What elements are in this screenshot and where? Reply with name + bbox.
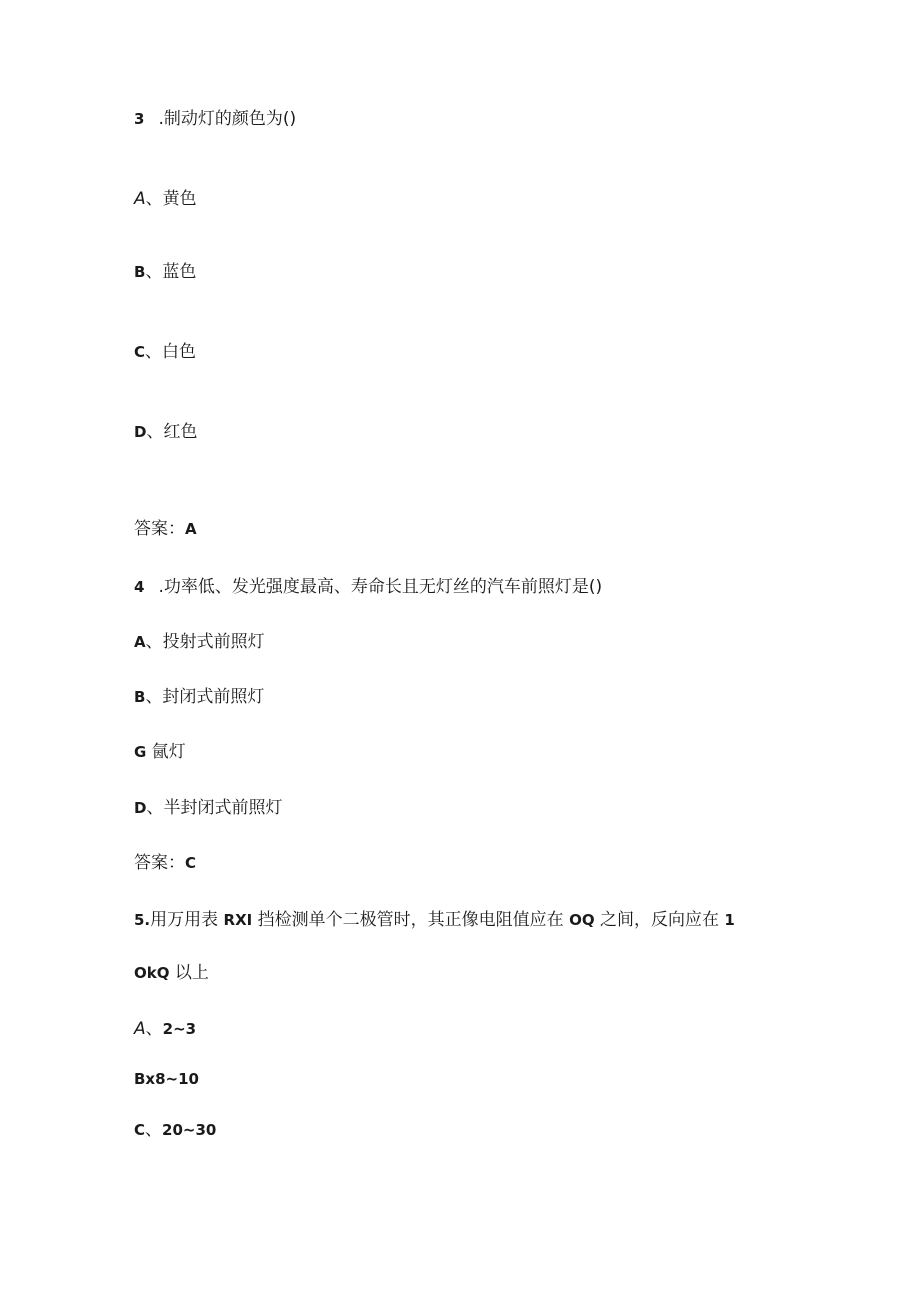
question-3-stem <box>134 108 296 130</box>
option-letter: C <box>134 343 146 361</box>
question-5-stem-line2 <box>134 962 209 984</box>
q5-option-b <box>134 1068 199 1090</box>
option-letter: B <box>134 688 146 706</box>
option-text: 、封闭式前照灯 <box>145 687 265 707</box>
question-text: .功率低、发光强度最高、寿命长且无灯丝的汽车前照灯是() <box>158 577 603 597</box>
option-text: 、 <box>145 1019 163 1039</box>
option-letter: G <box>134 743 147 761</box>
option-text: 、黄色 <box>145 189 197 209</box>
question-text: .制动灯的颜色为() <box>158 109 297 129</box>
option-text: 、白色 <box>145 342 197 362</box>
option-value: 20~30 <box>162 1121 217 1139</box>
option-text: Bx8~10 <box>134 1070 199 1088</box>
option-letter: C <box>134 1121 146 1139</box>
option-value: 2~3 <box>162 1020 197 1038</box>
option-letter: D <box>134 799 147 817</box>
q4-option-a <box>134 631 265 653</box>
question-text: OkQ <box>134 964 170 982</box>
answer-value: A <box>185 520 197 538</box>
q4-option-d <box>134 797 282 819</box>
option-letter: B <box>134 263 146 281</box>
option-letter: A <box>134 633 146 651</box>
option-letter: D <box>134 423 147 441</box>
q3-option-a <box>134 188 197 210</box>
answer-label: 答案： <box>134 853 185 873</box>
q5-option-a <box>134 1018 196 1040</box>
q4-answer <box>134 852 196 874</box>
question-text: 之间，反向应在 <box>594 910 725 930</box>
question-text: 挡检测单个二极管时，其正像电阻值应在 <box>252 910 570 930</box>
answer-value: C <box>185 854 197 872</box>
option-letter: A <box>134 189 146 209</box>
q4-option-c <box>134 741 186 763</box>
question-5-stem-line1 <box>134 909 735 931</box>
q5-option-c <box>134 1119 216 1141</box>
option-text: 、 <box>145 1120 163 1140</box>
question-text: OQ <box>569 911 595 929</box>
option-text: 氤灯 <box>146 742 186 762</box>
question-text: 用万用表 <box>150 910 224 930</box>
question-text: 以上 <box>169 963 209 983</box>
q3-option-d <box>134 421 197 443</box>
option-text: 、半封闭式前照灯 <box>146 798 283 818</box>
q4-option-b <box>134 686 264 708</box>
q3-answer <box>134 518 197 540</box>
question-text: RXI <box>223 911 253 929</box>
answer-label: 答案： <box>134 519 185 539</box>
option-text: 、红色 <box>146 422 198 442</box>
q3-option-b <box>134 261 196 283</box>
option-text: 、蓝色 <box>145 262 197 282</box>
option-text: 、投射式前照灯 <box>145 632 265 652</box>
question-text: 1 <box>724 911 735 929</box>
question-number: 5. <box>134 911 151 929</box>
q3-option-c <box>134 341 196 363</box>
question-number: 4 <box>134 578 145 596</box>
option-letter: A <box>134 1019 146 1039</box>
question-4-stem <box>134 576 602 598</box>
question-number: 3 <box>134 110 145 128</box>
